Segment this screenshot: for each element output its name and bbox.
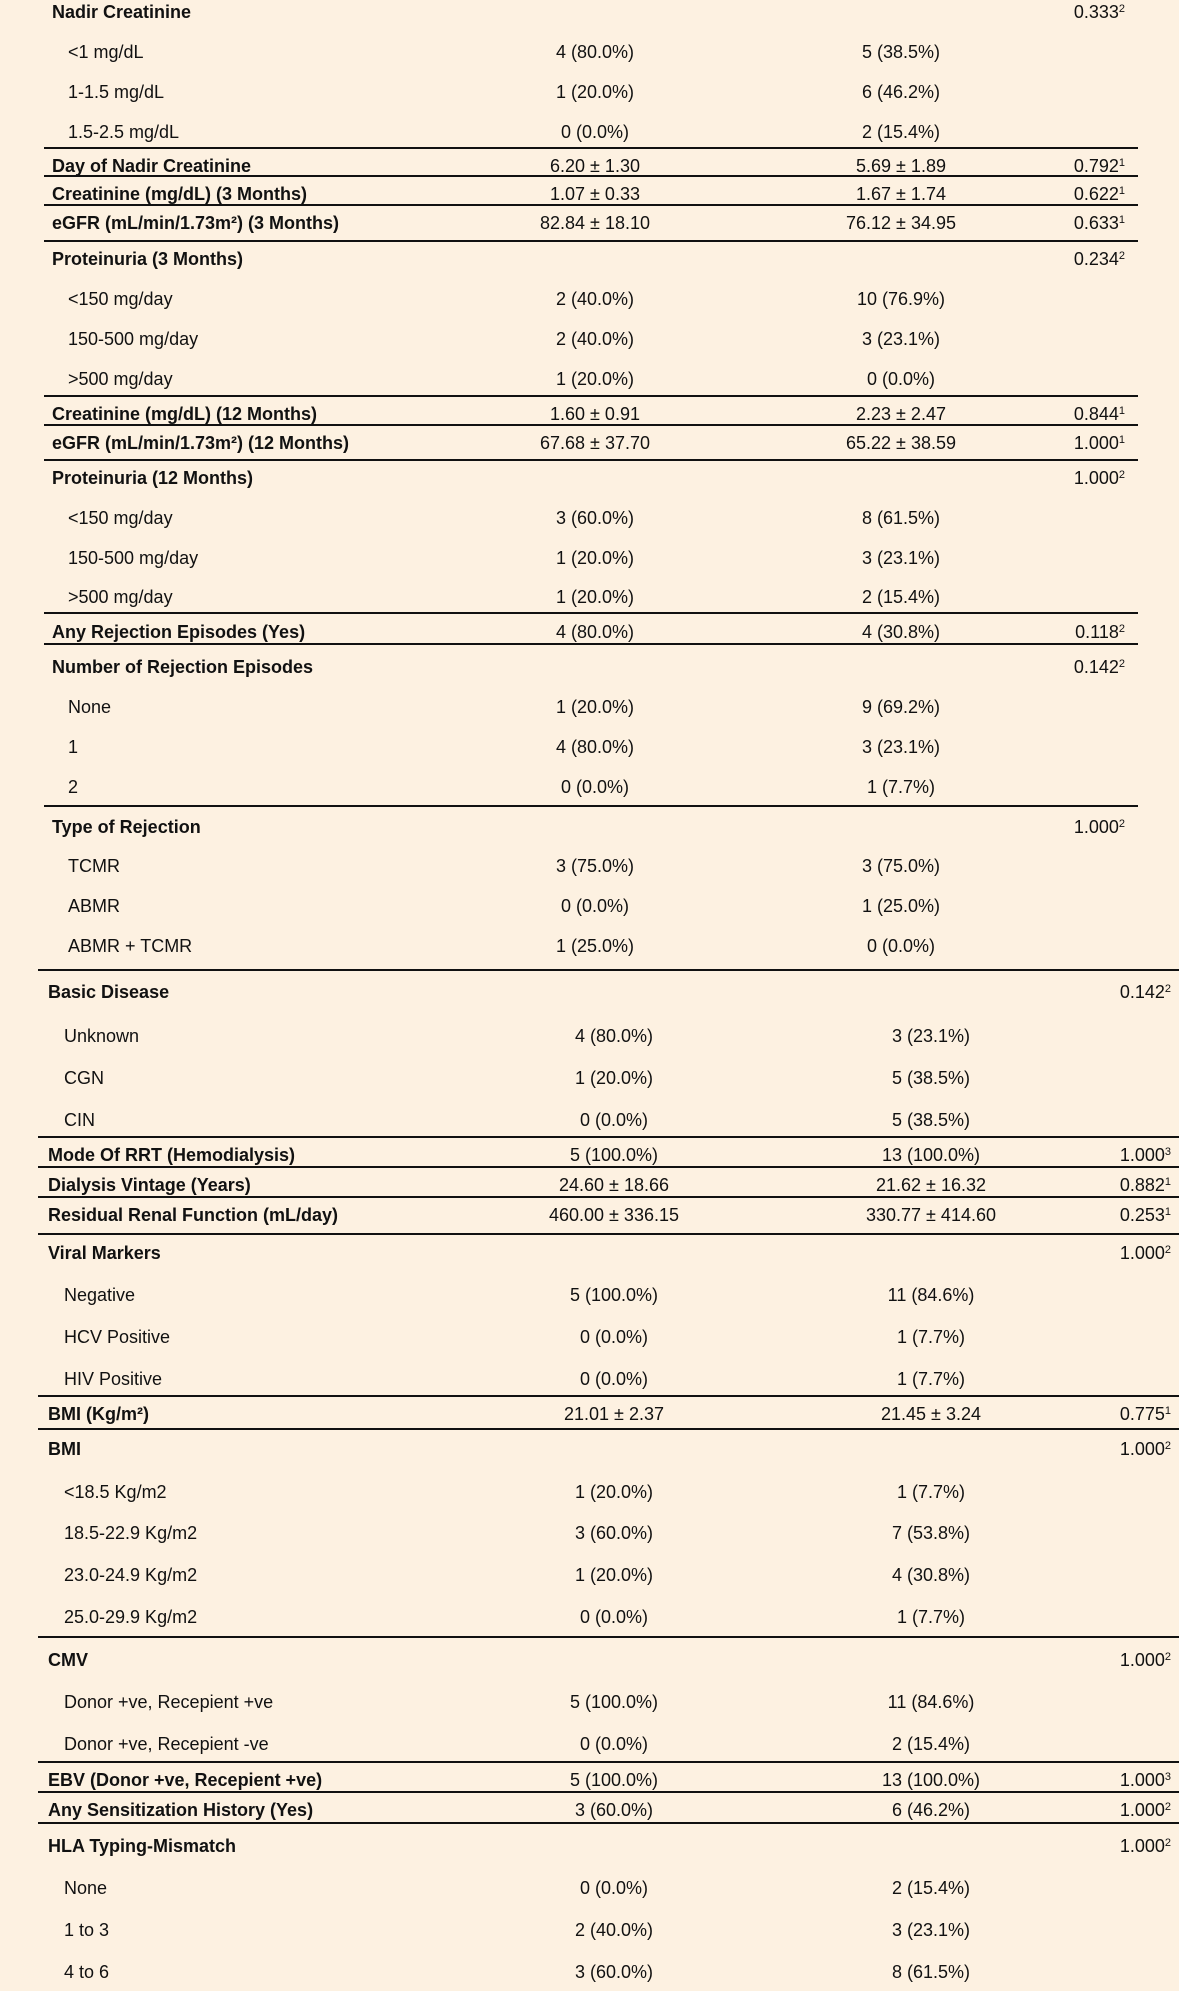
p-value-text: 1.000 bbox=[1119, 1439, 1165, 1459]
row-label: Basic Disease bbox=[48, 982, 170, 1002]
group-1-value: 1 (20.0%) bbox=[574, 1482, 654, 1502]
row-label: 23.0-24.9 Kg/m2 bbox=[64, 1565, 198, 1585]
group-1-value: 5 (100.0%) bbox=[569, 1145, 659, 1165]
group-2-value: 9 (69.2%) bbox=[861, 697, 941, 717]
row-label: Creatinine (mg/dL) (3 Months) bbox=[52, 184, 307, 204]
table-row-variable bbox=[0, 620, 1179, 644]
group-1-value: 460.00 ± 336.15 bbox=[549, 1205, 679, 1225]
row-divider bbox=[44, 459, 1138, 461]
p-value-text: 0.118 bbox=[1075, 622, 1119, 642]
p-value bbox=[1031, 1173, 1171, 1197]
p-value-text: 0.234 bbox=[1073, 249, 1119, 269]
group-2-value: 1 (7.7%) bbox=[896, 1482, 966, 1502]
group-1-value: 67.68 ± 37.70 bbox=[540, 433, 650, 453]
table-row-category bbox=[0, 506, 1179, 530]
p-value bbox=[985, 0, 1125, 24]
row-label: Any Rejection Episodes (Yes) bbox=[52, 622, 306, 642]
row-label: None bbox=[68, 697, 112, 717]
row-label: HCV Positive bbox=[64, 1327, 171, 1347]
p-value bbox=[985, 620, 1125, 644]
table-row-category bbox=[0, 80, 1179, 104]
p-value-text: 1.000 bbox=[1119, 1836, 1165, 1856]
row-label: CGN bbox=[64, 1068, 104, 1088]
group-2-value: 1 (7.7%) bbox=[896, 1327, 966, 1347]
test-footnote-marker: 1 bbox=[1118, 434, 1125, 446]
table-row-category bbox=[0, 934, 1179, 958]
table-row-category bbox=[0, 775, 1179, 799]
group-2-value: 4 (30.8%) bbox=[861, 622, 941, 642]
row-label: 1 bbox=[68, 737, 79, 757]
row-label: Any Sensitization History (Yes) bbox=[48, 1800, 314, 1820]
row-divider bbox=[38, 1761, 1179, 1763]
table-row-variable bbox=[0, 247, 1179, 271]
group-2-value: 65.22 ± 38.59 bbox=[846, 433, 956, 453]
p-value-text: 0.142 bbox=[1073, 657, 1119, 677]
row-label: HIV Positive bbox=[64, 1369, 163, 1389]
table-row-category bbox=[0, 1876, 1179, 1900]
group-2-value: 10 (76.9%) bbox=[856, 289, 946, 309]
row-label: Dialysis Vintage (Years) bbox=[48, 1175, 251, 1195]
group-2-value: 3 (23.1%) bbox=[861, 737, 941, 757]
group-1-value: 5 (100.0%) bbox=[569, 1770, 659, 1790]
row-label: ABMR bbox=[68, 896, 121, 916]
p-value bbox=[985, 182, 1125, 206]
group-2-value: 0 (0.0%) bbox=[866, 936, 936, 956]
group-2-value: 3 (23.1%) bbox=[861, 329, 941, 349]
group-1-value: 3 (75.0%) bbox=[555, 856, 635, 876]
p-value bbox=[1031, 1768, 1171, 1792]
row-divider bbox=[44, 204, 1138, 206]
row-divider bbox=[44, 240, 1138, 242]
group-2-value: 2 (15.4%) bbox=[891, 1878, 971, 1898]
p-value-text: 1.000 bbox=[1119, 1770, 1165, 1790]
row-label: Mode Of RRT (Hemodialysis) bbox=[48, 1145, 296, 1165]
group-1-value: 0 (0.0%) bbox=[579, 1369, 649, 1389]
row-divider bbox=[44, 175, 1138, 177]
p-value-text: 0.775 bbox=[1119, 1404, 1165, 1424]
row-label: 1-1.5 mg/dL bbox=[68, 82, 165, 102]
p-value-text: 1.000 bbox=[1119, 1243, 1165, 1263]
p-value bbox=[985, 466, 1125, 490]
group-2-value: 13 (100.0%) bbox=[881, 1145, 981, 1165]
group-2-value: 5 (38.5%) bbox=[861, 42, 941, 62]
row-divider bbox=[44, 612, 1138, 614]
group-1-value: 2 (40.0%) bbox=[555, 289, 635, 309]
p-value-text: 1.000 bbox=[1073, 817, 1119, 837]
test-footnote-marker: 2 bbox=[1118, 469, 1125, 481]
table-row-variable bbox=[0, 980, 1179, 1004]
row-label: Proteinuria (3 Months) bbox=[52, 249, 244, 269]
table-row-category bbox=[0, 1367, 1179, 1391]
table-row-category bbox=[0, 695, 1179, 719]
row-label: CMV bbox=[48, 1650, 88, 1670]
table-row-variable bbox=[0, 431, 1179, 455]
table-row-category bbox=[0, 1480, 1179, 1504]
test-footnote-marker: 2 bbox=[1118, 3, 1125, 15]
group-2-value: 5.69 ± 1.89 bbox=[856, 156, 946, 176]
group-1-value: 0 (0.0%) bbox=[579, 1110, 649, 1130]
p-value-text: 1.000 bbox=[1073, 433, 1119, 453]
test-footnote-marker: 1 bbox=[1118, 214, 1125, 226]
group-1-value: 4 (80.0%) bbox=[555, 737, 635, 757]
table-row-variable bbox=[0, 1437, 1179, 1461]
p-value-text: 1.000 bbox=[1119, 1650, 1165, 1670]
row-divider bbox=[38, 1395, 1179, 1397]
row-label: 18.5-22.9 Kg/m2 bbox=[64, 1523, 198, 1543]
row-divider bbox=[38, 1196, 1179, 1198]
row-label: Donor +ve, Recepient -ve bbox=[64, 1734, 269, 1754]
group-2-value: 3 (75.0%) bbox=[861, 856, 941, 876]
group-2-value: 11 (84.6%) bbox=[887, 1285, 975, 1305]
row-label: Unknown bbox=[64, 1026, 140, 1046]
table-row-variable bbox=[0, 182, 1179, 206]
group-1-value: 0 (0.0%) bbox=[579, 1327, 649, 1347]
table-row-variable bbox=[0, 402, 1179, 426]
table-row-variable bbox=[0, 0, 1179, 24]
group-1-value: 4 (80.0%) bbox=[555, 622, 635, 642]
group-2-value: 4 (30.8%) bbox=[891, 1565, 971, 1585]
table-row-variable bbox=[0, 466, 1179, 490]
p-value bbox=[1031, 1648, 1171, 1672]
group-2-value: 5 (38.5%) bbox=[891, 1068, 971, 1088]
row-label: Residual Renal Function (mL/day) bbox=[48, 1205, 339, 1225]
group-2-value: 0 (0.0%) bbox=[866, 369, 936, 389]
row-label: EBV (Donor +ve, Recepient +ve) bbox=[48, 1770, 323, 1790]
test-footnote-marker: 2 bbox=[1164, 1244, 1171, 1256]
group-2-value: 2 (15.4%) bbox=[861, 122, 941, 142]
row-divider bbox=[38, 1791, 1179, 1793]
row-label: 1 to 3 bbox=[64, 1920, 110, 1940]
p-value-text: 0.622 bbox=[1073, 184, 1119, 204]
table-row-variable bbox=[0, 1241, 1179, 1265]
test-footnote-marker: 2 bbox=[1164, 1837, 1171, 1849]
row-label: Day of Nadir Creatinine bbox=[52, 156, 252, 176]
table-row-variable bbox=[0, 1143, 1179, 1167]
table-row-category bbox=[0, 1732, 1179, 1756]
p-value bbox=[985, 211, 1125, 235]
test-footnote-marker: 2 bbox=[1164, 1440, 1171, 1452]
p-value bbox=[1031, 1241, 1171, 1265]
group-2-value: 3 (23.1%) bbox=[891, 1920, 971, 1940]
group-2-value: 5 (38.5%) bbox=[891, 1110, 971, 1130]
table-row-category bbox=[0, 735, 1179, 759]
table-row-category bbox=[0, 854, 1179, 878]
test-footnote-marker: 2 bbox=[1118, 818, 1125, 830]
row-label: BMI bbox=[48, 1439, 81, 1459]
p-value-text: 0.142 bbox=[1119, 982, 1165, 1002]
row-label: None bbox=[64, 1878, 108, 1898]
group-1-value: 3 (60.0%) bbox=[555, 508, 635, 528]
row-label: >500 mg/day bbox=[68, 369, 173, 389]
group-1-value: 0 (0.0%) bbox=[579, 1734, 649, 1754]
table-row-category bbox=[0, 585, 1179, 609]
group-1-value: 1 (20.0%) bbox=[574, 1068, 654, 1088]
table-row-variable bbox=[0, 1402, 1179, 1426]
group-1-value: 1 (20.0%) bbox=[574, 1565, 654, 1585]
group-1-value: 82.84 ± 18.10 bbox=[540, 213, 650, 233]
table-row-category bbox=[0, 1325, 1179, 1349]
group-2-value: 76.12 ± 34.95 bbox=[846, 213, 956, 233]
row-label: ABMR + TCMR bbox=[68, 936, 193, 956]
row-divider bbox=[38, 1166, 1179, 1168]
p-value bbox=[985, 655, 1125, 679]
p-value bbox=[1031, 1798, 1171, 1822]
group-2-value: 3 (23.1%) bbox=[891, 1026, 971, 1046]
row-label: Viral Markers bbox=[48, 1243, 161, 1263]
group-1-value: 1 (20.0%) bbox=[555, 548, 635, 568]
group-1-value: 0 (0.0%) bbox=[579, 1878, 649, 1898]
group-2-value: 2.23 ± 2.47 bbox=[856, 404, 946, 424]
row-divider bbox=[38, 969, 1179, 971]
table-row-variable bbox=[0, 211, 1179, 235]
row-label: 150-500 mg/day bbox=[68, 548, 199, 568]
table-row-category bbox=[0, 40, 1179, 64]
p-value-text: 0.844 bbox=[1073, 404, 1119, 424]
p-value bbox=[1031, 1437, 1171, 1461]
group-2-value: 1 (25.0%) bbox=[861, 896, 941, 916]
p-value bbox=[985, 815, 1125, 839]
table-row-category bbox=[0, 367, 1179, 391]
group-1-value: 3 (60.0%) bbox=[574, 1523, 654, 1543]
table-row-category bbox=[0, 894, 1179, 918]
group-1-value: 24.60 ± 18.66 bbox=[559, 1175, 669, 1195]
row-label: <150 mg/day bbox=[68, 289, 173, 309]
row-label: <150 mg/day bbox=[68, 508, 173, 528]
group-2-value: 1 (7.7%) bbox=[896, 1369, 966, 1389]
group-2-value: 6 (46.2%) bbox=[891, 1800, 971, 1820]
table-row-category bbox=[0, 120, 1179, 144]
p-value bbox=[1031, 1143, 1171, 1167]
group-1-value: 0 (0.0%) bbox=[560, 777, 630, 797]
p-value bbox=[1031, 1402, 1171, 1426]
row-divider bbox=[38, 1428, 1179, 1430]
group-1-value: 0 (0.0%) bbox=[579, 1607, 649, 1627]
group-1-value: 3 (60.0%) bbox=[574, 1962, 654, 1982]
group-1-value: 0 (0.0%) bbox=[560, 122, 630, 142]
group-1-value: 1 (20.0%) bbox=[555, 697, 635, 717]
test-footnote-marker: 2 bbox=[1164, 983, 1171, 995]
group-2-value: 8 (61.5%) bbox=[891, 1962, 971, 1982]
test-footnote-marker: 1 bbox=[1164, 1176, 1171, 1188]
group-1-value: 0 (0.0%) bbox=[560, 896, 630, 916]
group-2-value: 2 (15.4%) bbox=[891, 1734, 971, 1754]
row-label: Number of Rejection Episodes bbox=[52, 657, 314, 677]
row-label: 25.0-29.9 Kg/m2 bbox=[64, 1607, 198, 1627]
group-1-value: 4 (80.0%) bbox=[555, 42, 635, 62]
p-value bbox=[985, 431, 1125, 455]
group-2-value: 3 (23.1%) bbox=[861, 548, 941, 568]
row-label: Creatinine (mg/dL) (12 Months) bbox=[52, 404, 317, 424]
table-row-category bbox=[0, 1521, 1179, 1545]
group-1-value: 6.20 ± 1.30 bbox=[550, 156, 640, 176]
table-row-variable bbox=[0, 1768, 1179, 1792]
group-1-value: 5 (100.0%) bbox=[569, 1285, 659, 1305]
table-row-category bbox=[0, 327, 1179, 351]
test-footnote-marker: 1 bbox=[1164, 1206, 1171, 1218]
table-row-variable bbox=[0, 1648, 1179, 1672]
p-value-text: 0.792 bbox=[1073, 156, 1119, 176]
table-row-variable bbox=[0, 655, 1179, 679]
group-1-value: 1 (25.0%) bbox=[555, 936, 635, 956]
row-divider bbox=[44, 424, 1138, 426]
row-label: eGFR (mL/min/1.73m²) (3 Months) bbox=[52, 213, 340, 233]
row-label: 150-500 mg/day bbox=[68, 329, 199, 349]
p-value-text: 0.633 bbox=[1073, 213, 1119, 233]
test-footnote-marker: 2 bbox=[1164, 1801, 1171, 1813]
group-2-value: 1.67 ± 1.74 bbox=[856, 184, 946, 204]
table-row-category bbox=[0, 1563, 1179, 1587]
table-row-category bbox=[0, 546, 1179, 570]
group-1-value: 1.60 ± 0.91 bbox=[550, 404, 640, 424]
row-divider bbox=[38, 1636, 1179, 1638]
group-1-value: 4 (80.0%) bbox=[574, 1026, 654, 1046]
row-label: Nadir Creatinine bbox=[52, 2, 192, 22]
row-label: Negative bbox=[64, 1285, 136, 1305]
table-row-category bbox=[0, 1690, 1179, 1714]
row-label: Proteinuria (12 Months) bbox=[52, 468, 254, 488]
table-row-variable bbox=[0, 815, 1179, 839]
table-row-category bbox=[0, 1283, 1179, 1307]
p-value bbox=[1031, 1203, 1171, 1227]
group-1-value: 1 (20.0%) bbox=[555, 369, 635, 389]
p-value bbox=[1031, 1834, 1171, 1858]
row-divider bbox=[38, 1822, 1179, 1824]
test-footnote-marker: 2 bbox=[1118, 250, 1125, 262]
group-1-value: 3 (60.0%) bbox=[574, 1800, 654, 1820]
group-2-value: 8 (61.5%) bbox=[861, 508, 941, 528]
row-label: Donor +ve, Recepient +ve bbox=[64, 1692, 274, 1712]
row-label: <1 mg/dL bbox=[68, 42, 144, 62]
row-divider bbox=[38, 1233, 1179, 1235]
test-footnote-marker: 1 bbox=[1164, 1405, 1171, 1417]
table-row-category bbox=[0, 287, 1179, 311]
p-value-text: 0.882 bbox=[1119, 1175, 1165, 1195]
table-row-category bbox=[0, 1024, 1179, 1048]
group-2-value: 330.77 ± 414.60 bbox=[866, 1205, 996, 1225]
group-1-value: 1 (20.0%) bbox=[555, 587, 635, 607]
p-value-text: 1.000 bbox=[1073, 468, 1119, 488]
row-label: >500 mg/day bbox=[68, 587, 173, 607]
test-footnote-marker: 1 bbox=[1118, 405, 1125, 417]
group-2-value: 1 (7.7%) bbox=[896, 1607, 966, 1627]
group-2-value: 13 (100.0%) bbox=[881, 1770, 981, 1790]
group-1-value: 21.01 ± 2.37 bbox=[564, 1404, 664, 1424]
group-2-value: 21.45 ± 3.24 bbox=[881, 1404, 981, 1424]
table-row-category bbox=[0, 1960, 1179, 1984]
test-footnote-marker: 3 bbox=[1164, 1146, 1171, 1158]
test-footnote-marker: 2 bbox=[1118, 658, 1125, 670]
row-label: CIN bbox=[64, 1110, 95, 1130]
group-2-value: 1 (7.7%) bbox=[866, 777, 936, 797]
row-label: 1.5-2.5 mg/dL bbox=[68, 122, 180, 142]
table-row-category bbox=[0, 1066, 1179, 1090]
row-label: BMI (Kg/m²) bbox=[48, 1404, 149, 1424]
row-divider bbox=[38, 1136, 1179, 1138]
table-row-category bbox=[0, 1918, 1179, 1942]
row-label: eGFR (mL/min/1.73m²) (12 Months) bbox=[52, 433, 350, 453]
group-1-value: 2 (40.0%) bbox=[555, 329, 635, 349]
table-row-variable bbox=[0, 1203, 1179, 1227]
group-1-value: 2 (40.0%) bbox=[574, 1920, 654, 1940]
row-label: TCMR bbox=[68, 856, 120, 876]
row-divider bbox=[44, 805, 1138, 807]
test-footnote-marker: 2 bbox=[1164, 1651, 1171, 1663]
test-footnote-marker: 1 bbox=[1118, 157, 1125, 169]
p-value bbox=[985, 247, 1125, 271]
test-footnote-marker: 1 bbox=[1118, 185, 1125, 197]
test-footnote-marker: 2 bbox=[1118, 623, 1125, 635]
p-value-text: 1.000 bbox=[1119, 1145, 1165, 1165]
table-row-variable bbox=[0, 1834, 1179, 1858]
p-value bbox=[1031, 980, 1171, 1004]
table-row-category bbox=[0, 1108, 1179, 1132]
p-value-text: 1.000 bbox=[1119, 1800, 1165, 1820]
group-1-value: 1.07 ± 0.33 bbox=[550, 184, 640, 204]
group-2-value: 6 (46.2%) bbox=[861, 82, 941, 102]
group-2-value: 7 (53.8%) bbox=[891, 1523, 971, 1543]
group-2-value: 2 (15.4%) bbox=[861, 587, 941, 607]
table-row-variable bbox=[0, 1173, 1179, 1197]
table-row-category bbox=[0, 1605, 1179, 1629]
group-2-value: 21.62 ± 16.32 bbox=[876, 1175, 986, 1195]
group-1-value: 1 (20.0%) bbox=[555, 82, 635, 102]
row-label: 4 to 6 bbox=[64, 1962, 110, 1982]
row-divider bbox=[44, 147, 1138, 149]
row-label: HLA Typing-Mismatch bbox=[48, 1836, 236, 1856]
group-2-value: 11 (84.6%) bbox=[887, 1692, 975, 1712]
row-divider bbox=[44, 643, 1138, 645]
group-1-value: 5 (100.0%) bbox=[569, 1692, 659, 1712]
row-label: Type of Rejection bbox=[52, 817, 201, 837]
table-row-variable bbox=[0, 1798, 1179, 1822]
row-divider bbox=[44, 395, 1138, 397]
test-footnote-marker: 3 bbox=[1164, 1771, 1171, 1783]
p-value-text: 0.253 bbox=[1119, 1205, 1165, 1225]
row-label: 2 bbox=[68, 777, 79, 797]
p-value-text: 0.333 bbox=[1073, 2, 1119, 22]
row-label: <18.5 Kg/m2 bbox=[64, 1482, 167, 1502]
p-value bbox=[985, 402, 1125, 426]
